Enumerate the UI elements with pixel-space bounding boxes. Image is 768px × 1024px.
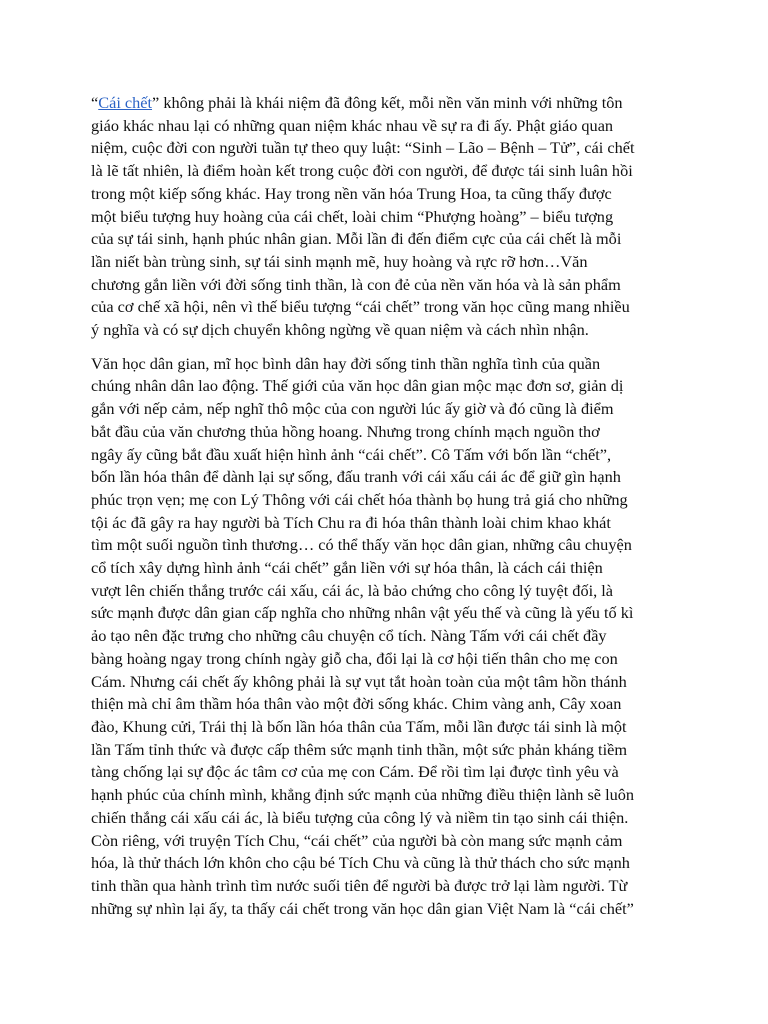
text-line: ý nghĩa và có sự dịch chuyển không ngừng về quan niệm và cách nhìn nhận. bbox=[91, 320, 589, 340]
text-line: ảo tạo nên đặc trưng cho những câu chuyện cổ tích. Nàng Tấm với cái chết đầy bbox=[91, 626, 607, 646]
text-line: trong một kiếp sống khác. Hay trong nền văn hóa Trung Hoa, ta cũng thấy được bbox=[91, 183, 612, 203]
text-line: hóa, là thử thách lớn khôn cho cậu bé Tích Chu và cũng là thử thách cho sức mạnh bbox=[91, 853, 630, 873]
text-line: cổ tích xây dựng hình ảnh “cái chết” gắn liền với sự hóa thân, là cách cái thiện bbox=[91, 558, 603, 578]
text-line: bốn lần hóa thân để dành lại sự sống, đấu tranh với cái xấu cái ác để giữ gìn hạnh bbox=[91, 467, 621, 487]
text-line: gắn với nếp cảm, nếp nghĩ thô mộc của con người lúc ấy giờ và đó cũng là điểm bbox=[91, 399, 614, 419]
text-line: niệm, cuộc đời con người tuần tự theo quy luật: “Sinh – Lão – Bệnh – Tử”, cái chết bbox=[91, 138, 635, 158]
text-line: là lẽ tất nhiên, là điểm hoàn kết trong cuộc đời con người, để được tái sinh luân hồi bbox=[91, 161, 633, 181]
text-line bbox=[91, 92, 681, 115]
text-line: của sự tái sinh, hạnh phúc nhân gian. Mỗi lần đi đến điểm cực của cái chết là mỗi bbox=[91, 229, 622, 249]
text-line: tội ác đã gây ra hay người bà Tích Chu ra đi hóa thân thành loài chim khao khát bbox=[91, 512, 611, 532]
text-line: chương gắn liền với đời sống tinh thần, là con đẻ của nền văn hóa và là sản phẩm bbox=[91, 274, 621, 294]
text-line: tìm một suối nguồn tình thương… có thể thấy văn học dân gian, những câu chuyện bbox=[91, 535, 632, 555]
text-line: Còn riêng, với truyện Tích Chu, “cái chết” của người bà còn mang sức mạnh cảm bbox=[91, 830, 623, 850]
text-line: chiến thắng cái xấu cái ác, là biểu tượng của công lý và niềm tin tạo sinh cái thiện. bbox=[91, 807, 629, 827]
text-line: của cơ chế xã hội, nên vì thế biểu tượng “cái chết” trong văn học cũng mang nhiều bbox=[91, 297, 630, 317]
text-line: Cám. Nhưng cái chết ấy không phải là sự vụt tắt hoàn toàn của một tâm hồn thánh bbox=[91, 671, 627, 691]
text-line: bàng hoàng ngay trong chính ngày giỗ cha, đổi lại là cơ hội tiến thân cho mẹ con bbox=[91, 648, 618, 668]
text-line: một biểu tượng huy hoàng của cái chết, loài chim “Phượng hoàng” – biểu tượng bbox=[91, 206, 614, 226]
text-line: thiện mà chỉ âm thầm hóa thân vào một đời sống khác. Chim vàng anh, Cây xoan bbox=[91, 694, 622, 714]
text-line: lần Tấm tỉnh thức và được cấp thêm sức mạnh tinh thần, một sức phản kháng tiềm bbox=[91, 739, 627, 759]
text-line: sức mạnh được dân gian cấp nghĩa cho những nhân vật yếu thế và cũng là yếu tố kì bbox=[91, 603, 634, 623]
quote-mark: “ bbox=[91, 93, 99, 112]
text-segment: ” không phải là khái niệm đã đông kết, mỗi nền văn minh với những tôn bbox=[152, 93, 623, 112]
text-line: hạnh phúc của chính mình, khẳng định sức mạnh của những điều thiện lành sẽ luôn bbox=[91, 785, 635, 805]
text-line: vượt lên chiến thắng trước cái xấu, cái ác, là bảo chứng cho công lý tuyệt đối, là bbox=[91, 580, 614, 600]
text-line: bắt đầu của văn chương thủa hồng hoang. Nhưng trong chính mạch nguồn thơ bbox=[91, 421, 600, 441]
paragraph bbox=[91, 92, 681, 342]
text-line: tàng chống lại sự độc ác tâm cơ của mẹ con Cám. Để rồi tìm lại được tình yêu và bbox=[91, 762, 619, 782]
text-line: tinh thần qua hành trình tìm nước suối tiên để người bà được trở lại làm người. Từ bbox=[91, 875, 628, 895]
text-line: lần niết bàn trùng sinh, sự tái sinh mạnh mẽ, huy hoàng và rực rỡ hơn…Văn bbox=[91, 251, 588, 271]
paragraph bbox=[91, 353, 681, 921]
text-line: giáo khác nhau lại có những quan niệm khác nhau về sự ra đi ấy. Phật giáo quan bbox=[91, 115, 614, 135]
document-page bbox=[91, 92, 681, 920]
link-cai-chet[interactable]: Cái chết bbox=[98, 93, 153, 112]
text-line: ngây ấy cũng bắt đầu xuất hiện hình ảnh “cái chết”. Cô Tấm với bốn lần “chết”, bbox=[91, 444, 612, 464]
text-line: đào, Khung cửi, Trái thị là bốn lần hóa thân của Tấm, mỗi lần được tái sinh là một bbox=[91, 716, 627, 736]
text-line: Văn học dân gian, mĩ học bình dân hay đời sống tinh thần nghĩa tình của quần bbox=[91, 353, 601, 373]
text-line: chúng nhân dân lao động. Thế giới của văn học dân gian mộc mạc đơn sơ, giản dị bbox=[91, 376, 624, 396]
text-line: phúc trọn vẹn; mẹ con Lý Thông với cái chết hóa thành bọ hung trả giá cho những bbox=[91, 489, 628, 509]
text-line: những sự nhìn lại ấy, ta thấy cái chết trong văn học dân gian Việt Nam là “cái chết” bbox=[91, 898, 634, 918]
